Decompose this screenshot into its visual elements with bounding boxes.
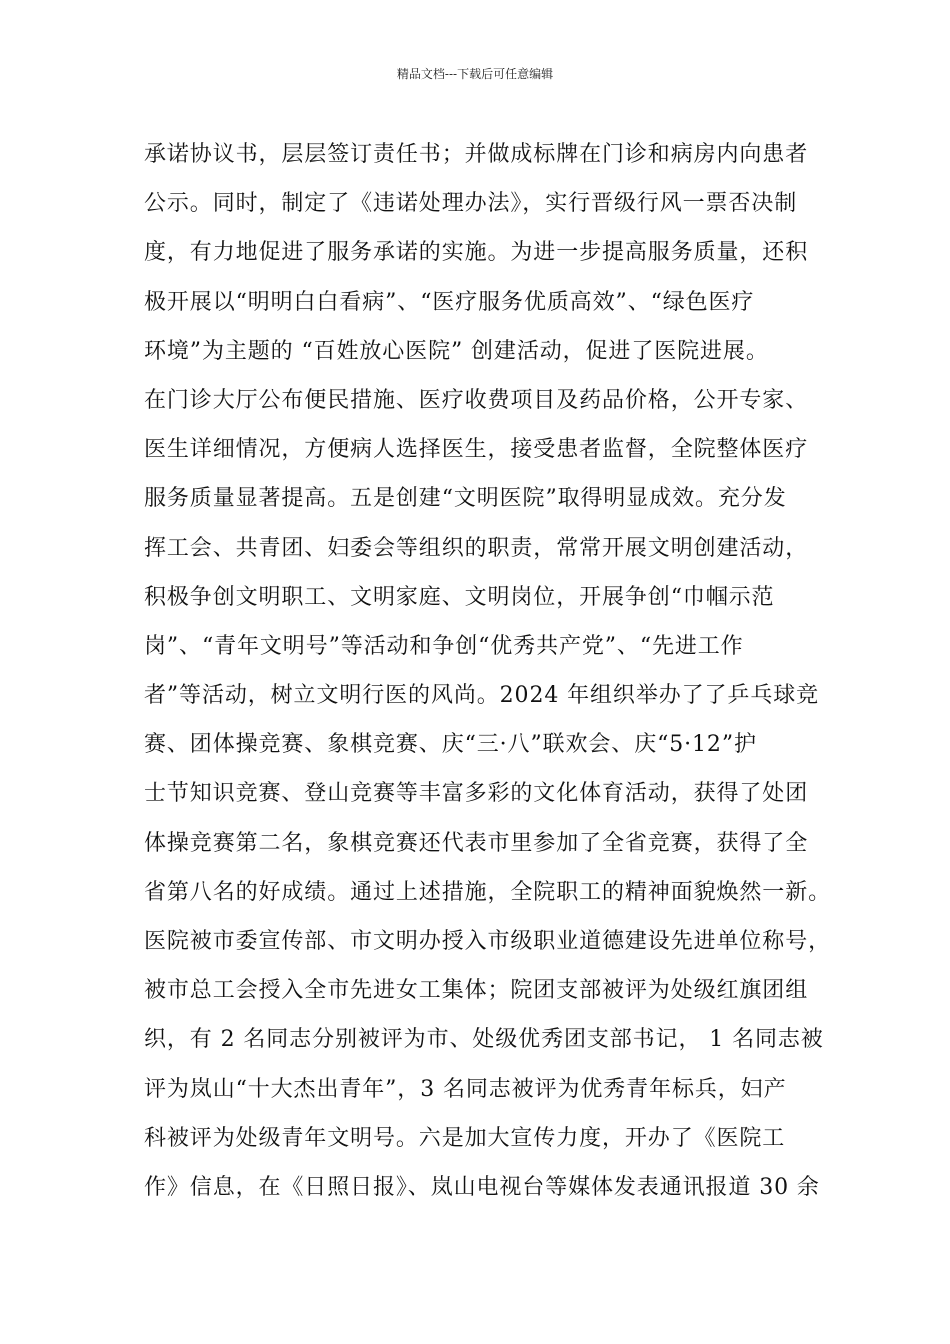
text-line: 医院被市委宣传部、市文明办授入市级职业道德建设先进单位称号， — [144, 929, 832, 954]
text-line: 评为岚山“十大杰出青年”，3 名同志被评为优秀青年标兵，妇产 — [144, 1076, 787, 1102]
text-line: 公示。同时，制定了《违诺处理办法》，实行晋级行风一票否决制 — [144, 191, 798, 217]
text-line: 被市总工会授入全市先进女工集体；院团支部被评为处级红旗团组 — [144, 978, 809, 1004]
text-line: 在门诊大厅公布便民措施、医疗收费项目及药品价格，公开专家、 — [144, 387, 809, 413]
text-line: 环境”为主题的 “百姓放心医院” 创建活动，促进了医院进展。 — [144, 338, 769, 364]
text-line: 积极争创文明职工、文明家庭、文明岗位，开展争创“巾帼示范 — [144, 584, 775, 610]
text-line: 承诺协议书，层层签订责任书；并做成标牌在门诊和病房内向患者 — [144, 142, 809, 167]
text-line: 岗”、“青年文明号”等活动和争创“优秀共产党”、“先进工作 — [144, 633, 744, 659]
document-body — [144, 130, 832, 1212]
page-header: 精品文档---下载后可任意编辑 — [396, 67, 554, 81]
text-line: 极开展以“明明白白看病”、“医疗服务优质高效”、“绿色医疗 — [144, 289, 755, 315]
text-line: 度，有力地促进了服务承诺的实施。为进一步提高服务质量，还积 — [144, 240, 809, 266]
text-line: 士节知识竞赛、登山竞赛等丰富多彩的文化体育活动，获得了处团 — [144, 781, 809, 807]
text-line: 作》信息，在《日照日报》、岚山电视台等媒体发表通讯报道 30 余 — [144, 1174, 820, 1200]
text-line: 体操竞赛第二名，象棋竞赛还代表市里参加了全省竞赛，获得了全 — [144, 830, 809, 856]
text-line: 服务质量显著提高。五是创建“文明医院”取得明显成效。充分发 — [144, 486, 787, 512]
text-line: 省第八名的好成绩。通过上述措施，全院职工的精神面貌焕然一新。 — [144, 879, 832, 905]
text-line: 赛、团体操竞赛、象棋竞赛、庆“三·八”联欢会、庆“5·12”护 — [144, 732, 757, 758]
text-line: 科被评为处级青年文明号。六是加大宣传力度，开办了《医院工 — [144, 1125, 786, 1151]
text-line: 挥工会、共青团、妇委会等组织的职责，常常开展文明创建活动， — [144, 535, 809, 561]
text-line: 医生详细情况，方便病人选择医生，接受患者监督，全院整体医疗 — [144, 437, 809, 463]
text-line: 者”等活动，树立文明行医的风尚。2024 年组织举办了了乒乓球竞 — [144, 683, 820, 709]
text-line: 织，有 2 名同志分别被评为市、处级优秀团支部书记， 1 名同志被 — [144, 1027, 824, 1053]
